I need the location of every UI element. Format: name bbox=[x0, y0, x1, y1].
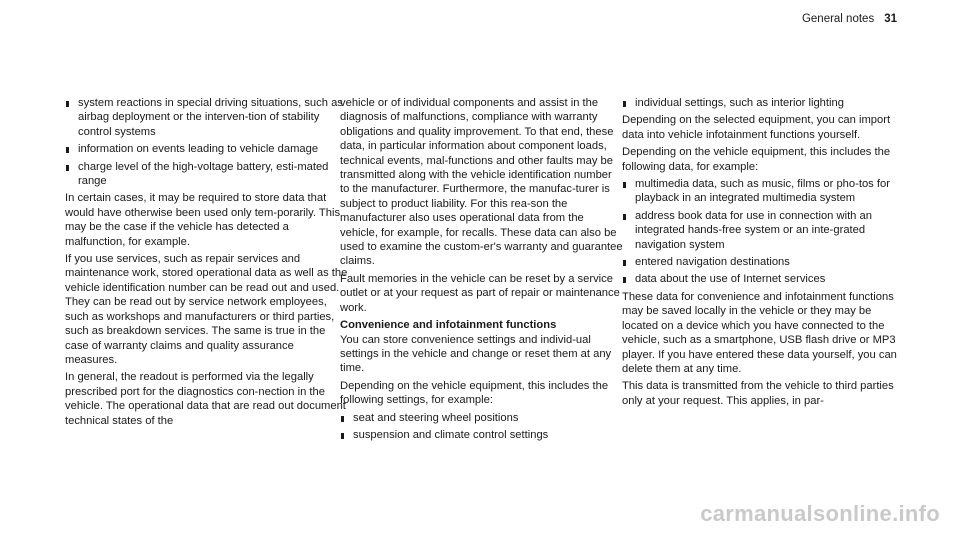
paragraph: These data for convenience and infotainment functions may be saved locally in the vehicle or they may be located on a device which you have connected to the vehicle, such as a smartphone, USB flash drive or MP3 player. If you have entered these data yourself, you can delete them at any time. bbox=[622, 290, 897, 375]
list-item: suspension and climate control settings bbox=[340, 428, 623, 442]
column-3 bbox=[622, 96, 905, 411]
paragraph: vehicle or of individual components and assist in the diagnosis of malfunctions, compliance with warranty obligations and quality improvement. To that end, these data, in particular information about component loads, technical events, mal-functions and other faults may be transmitted along with the vehicle identification number to the manufacturer. Furthermore, the manufac-turer is subject to product liability. For this rea-son the manufacturer also uses operational data from the vehicle, for example, for recalls. These data can also be used to examine the custom-er's warranty and guarantee claims. bbox=[340, 97, 623, 268]
list-item: seat and steering wheel positions bbox=[340, 411, 623, 425]
paragraph: Depending on the vehicle equipment, this includes the following settings, for example: bbox=[340, 379, 609, 407]
column-2 bbox=[340, 96, 623, 445]
watermark: carmanualsonline.info bbox=[700, 501, 940, 526]
paragraph: Depending on the vehicle equipment, this includes the following data, for example: bbox=[622, 146, 891, 173]
page-header bbox=[802, 13, 897, 25]
bullet-list bbox=[622, 96, 905, 110]
page-number: 31 bbox=[884, 13, 897, 25]
list-item: multimedia data, such as music, films or pho-tos for playback in an integrated multimedia system bbox=[622, 177, 905, 206]
section-title: General notes bbox=[801, 13, 875, 25]
paragraph: Fault memories in the vehicle can be reset by a service outlet or at your request as part of repair or maintenance work. bbox=[340, 272, 620, 314]
list-item: information on events leading to vehicle damage bbox=[65, 142, 348, 156]
bullet-list bbox=[622, 177, 905, 287]
paragraph: If you use services, such as repair services and maintenance work, stored operational data as well as the vehicle identification number can be read out and used. They can be read out by service network employees, such as workshops and manufacturers or third parties, such as breakdown services. The same is true in the case of warranty claims and quality assurance measures. bbox=[65, 253, 348, 366]
bullet-list bbox=[340, 411, 623, 443]
column-1 bbox=[65, 96, 348, 431]
list-item: charge level of the high-voltage battery, esti-mated range bbox=[65, 160, 348, 189]
paragraph: In general, the readout is performed via the legally prescribed port for the diagnostics con-nection in the vehicle. The operational data that are read out document technical states of the bbox=[65, 371, 346, 427]
list-item: individual settings, such as interior lighting bbox=[622, 96, 905, 110]
paragraph: In certain cases, it may be required to store data that would have otherwise been used only tem-porarily. This may be the case if the vehicle has detected a malfunction, for example. bbox=[65, 192, 341, 248]
bullet-list bbox=[65, 96, 348, 188]
paragraph: Depending on the selected equipment, you can import data into vehicle infotainment functions yourself. bbox=[622, 114, 891, 141]
paragraph: This data is transmitted from the vehicle to third parties only at your request. This applies, in par- bbox=[622, 380, 894, 407]
section-heading: Convenience and infotainment functions bbox=[340, 319, 557, 332]
paragraph: You can store convenience settings and individ-ual settings in the vehicle and change or reset them at any time. bbox=[340, 333, 612, 375]
list-item: data about the use of Internet services bbox=[622, 272, 905, 286]
list-item: address book data for use in connection with an integrated hands-free system or an inte-grated navigation system bbox=[622, 209, 905, 252]
list-item: entered navigation destinations bbox=[622, 255, 905, 269]
list-item: system reactions in special driving situations, such as airbag deployment or the interven-tion of stability control systems bbox=[65, 96, 348, 139]
